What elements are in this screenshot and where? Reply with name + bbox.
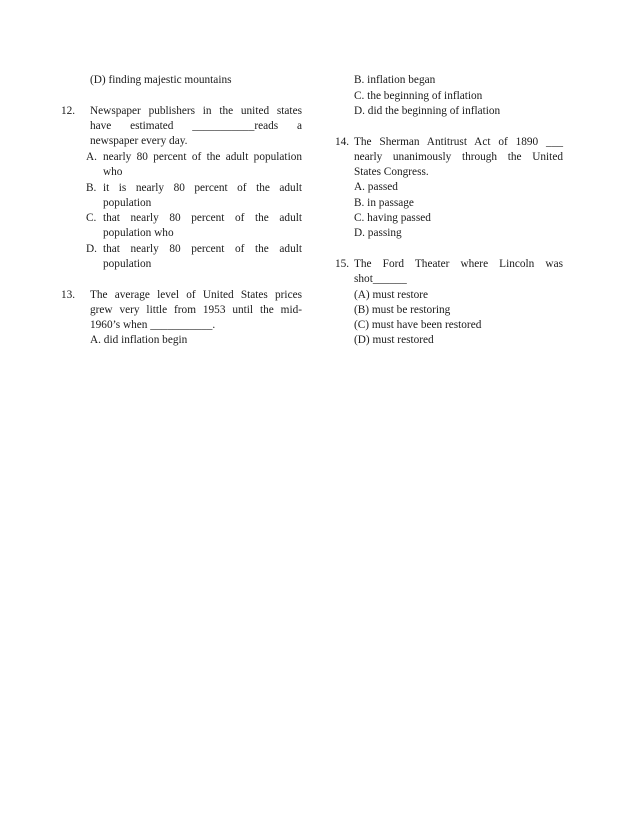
q14-option-c: C. having passed xyxy=(354,212,431,224)
q14-option-d: D. passing xyxy=(354,227,402,239)
q12-option-a-line-2: who xyxy=(103,166,123,178)
q13-option-c: C. the beginning of inflation xyxy=(354,90,483,102)
q14-number: 14. xyxy=(335,136,350,148)
q14-stem-line-2: nearly unanimously through the United xyxy=(354,151,563,163)
q12-stem-line-3: newspaper every day. xyxy=(90,135,188,147)
q12-option-b-line-2: population xyxy=(103,197,152,209)
q15-option-b: (B) must be restoring xyxy=(354,304,451,316)
q12-option-c-line-2: population who xyxy=(103,227,174,239)
q13-stem-line-1: The average level of United States prices xyxy=(90,289,302,301)
q12-option-b-letter: B. xyxy=(86,182,97,194)
q13-option-b: B. inflation began xyxy=(354,74,436,86)
q14-stem-line-3: States Congress. xyxy=(354,166,429,178)
q12-option-a-line-1: nearly 80 percent of the adult population xyxy=(103,151,302,163)
q12-option-d-line-1: that nearly 80 percent of the adult xyxy=(103,243,302,255)
q12-option-d-line-2: population xyxy=(103,258,152,270)
q12-number: 12. xyxy=(61,105,76,117)
q13-stem-line-3: 1960’s when ___________. xyxy=(90,319,216,331)
q15-stem-line-2: shot______ xyxy=(354,273,407,285)
q12-option-c-line-1: that nearly 80 percent of the adult xyxy=(103,212,302,224)
q13-stem-line-2: grew very little from 1953 until the mid- xyxy=(90,304,302,316)
q12-stem-line-2: have estimated ___________reads a xyxy=(90,120,302,132)
q13-number: 13. xyxy=(61,289,76,301)
q14-option-a: A. passed xyxy=(354,181,398,193)
q11-option-d: (D) finding majestic mountains xyxy=(90,74,232,86)
q14-option-b: B. in passage xyxy=(354,197,414,209)
q13-option-a: A. did inflation begin xyxy=(90,334,188,346)
q12-option-b-line-1: it is nearly 80 percent of the adult xyxy=(103,182,302,194)
q13-option-d: D. did the beginning of inflation xyxy=(354,105,501,117)
q12-stem-line-1: Newspaper publishers in the united states xyxy=(90,105,302,117)
q14-stem-line-1: The Sherman Antitrust Act of 1890 ___ xyxy=(354,136,563,148)
q12-option-d-letter: D. xyxy=(86,243,97,255)
q15-number: 15. xyxy=(335,258,350,270)
q15-option-c: (C) must have been restored xyxy=(354,319,482,331)
q15-option-d: (D) must restored xyxy=(354,334,434,346)
q15-stem-line-1: The Ford Theater where Lincoln was xyxy=(354,258,563,270)
q12-option-c-letter: C. xyxy=(86,212,97,224)
q15-option-a: (A) must restore xyxy=(354,289,429,301)
q12-option-a-letter: A. xyxy=(86,151,97,163)
